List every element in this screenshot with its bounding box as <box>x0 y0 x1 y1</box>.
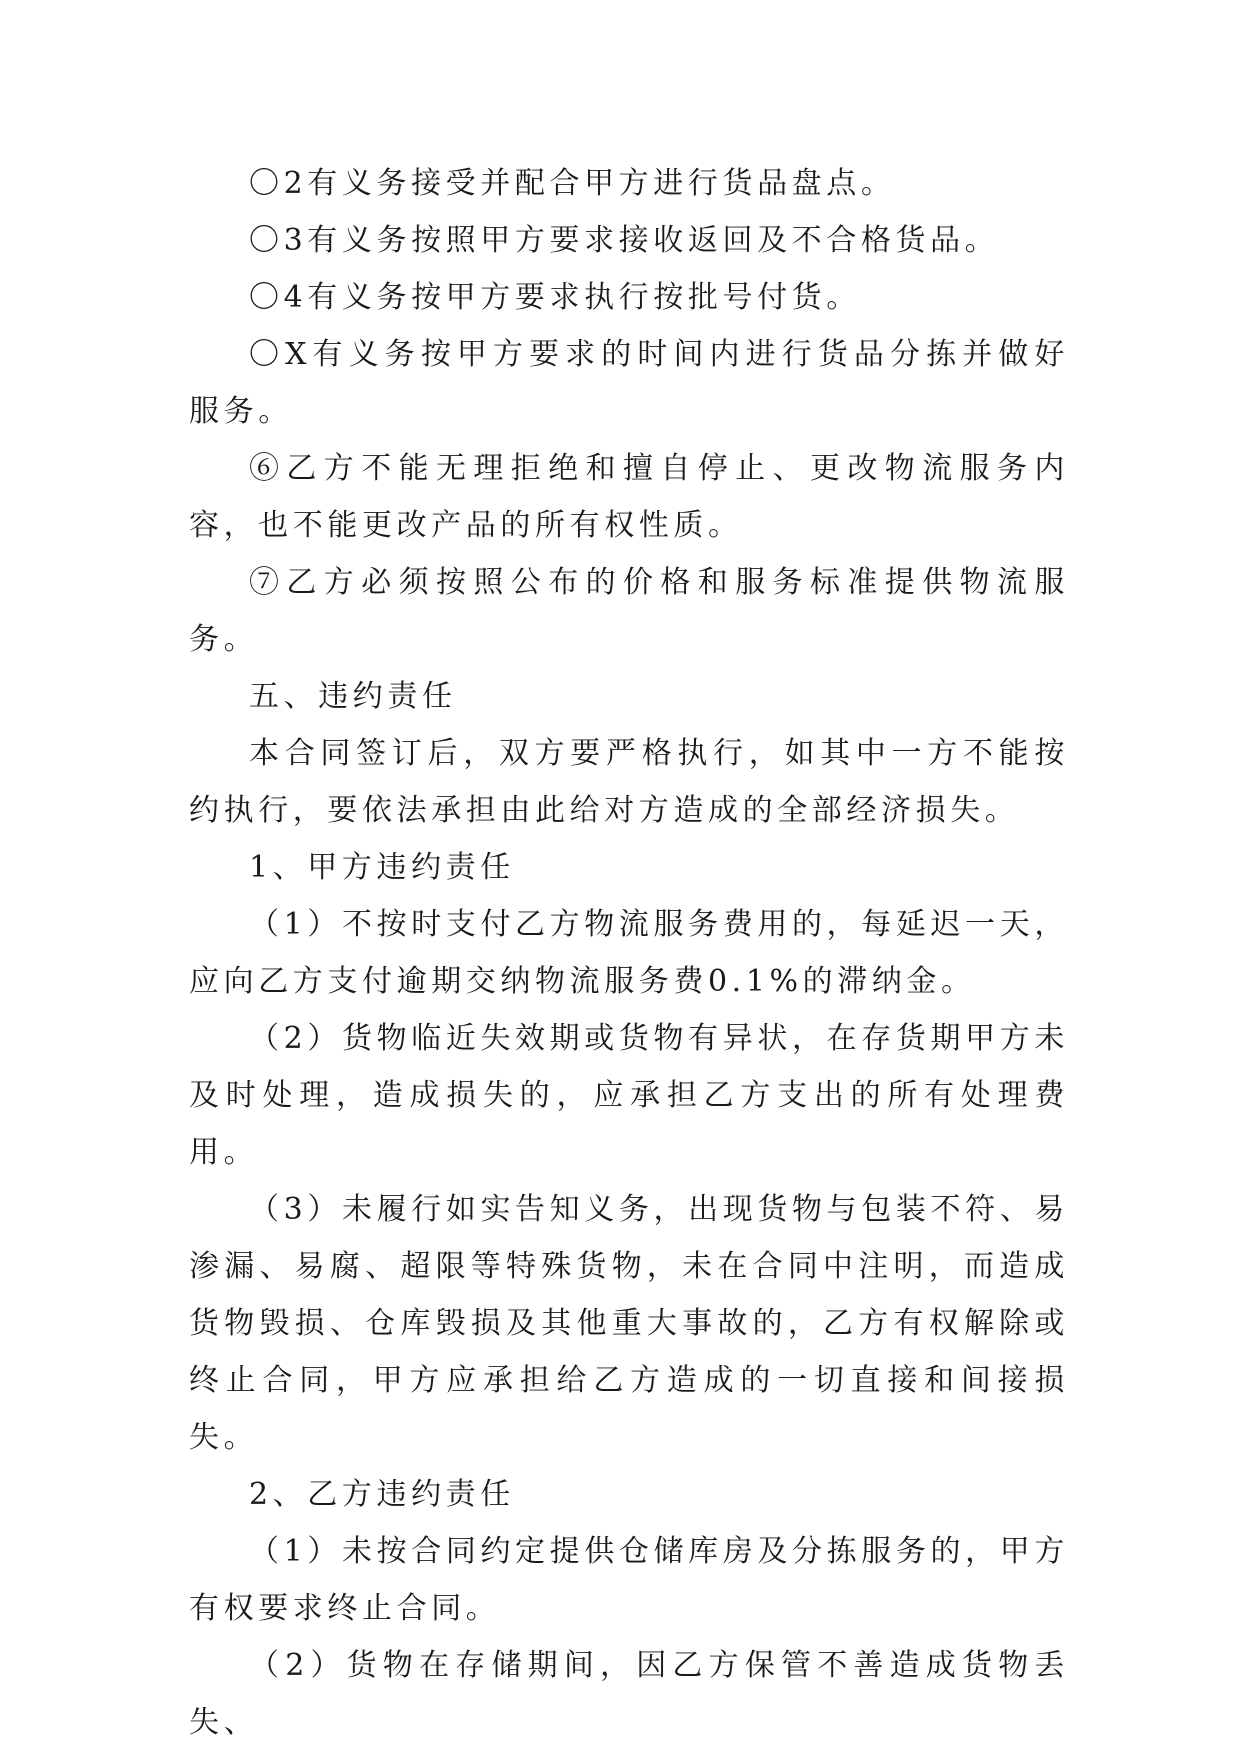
party-a-item-1: （1）不按时支付乙方物流服务费用的，每延迟一天，应向乙方支付逾期交纳物流服务费0.1%的滞纳金。 <box>189 907 1069 999</box>
liability-intro: 本合同签订后，双方要严格执行，如其中一方不能按约执行，要依法承担由此给对方造成的全部经济损失。 <box>189 736 1069 828</box>
clause-obligation-6: ⑥乙方不能无理拒绝和擅自停止、更改物流服务内容，也不能更改产品的所有权性质。 <box>189 451 1069 543</box>
subheading-party-b-liability: 2、乙方违约责任 <box>249 1477 515 1512</box>
clause-obligation-3: 〇3有义务按照甲方要求接收返回及不合格货品。 <box>249 223 1000 258</box>
party-a-item-2: （2）货物临近失效期或货物有异状，在存货期甲方未及时处理，造成损失的，应承担乙方支出的所有处理费用。 <box>189 1021 1069 1170</box>
clause-obligation-2: 〇2有义务接受并配合甲方进行货品盘点。 <box>249 166 896 201</box>
clause-obligation-7: ⑦乙方必须按照公布的价格和服务标准提供物流服务。 <box>189 565 1069 657</box>
section-heading-liability: 五、违约责任 <box>249 679 457 714</box>
party-b-item-2: （2）货物在存储期间，因乙方保管不善造成货物丢失、 <box>189 1648 1069 1740</box>
party-b-item-1: （1）未按合同约定提供仓储库房及分拣服务的，甲方有权要求终止合同。 <box>189 1534 1069 1626</box>
subheading-party-a-liability: 1、甲方违约责任 <box>249 850 515 885</box>
clause-obligation-x: 〇X有义务按甲方要求的时间内进行货品分拣并做好服务。 <box>189 337 1069 429</box>
document-body <box>189 155 1069 1751</box>
clause-obligation-4: 〇4有义务按甲方要求执行按批号付货。 <box>249 280 861 315</box>
party-a-item-3: （3）未履行如实告知义务，出现货物与包装不符、易渗漏、易腐、超限等特殊货物，未在合同中注明，而造成货物毁损、仓库毁损及其他重大事故的，乙方有权解除或终止合同，甲方应承担给乙方造成的一切直接和间接损失。 <box>189 1192 1069 1455</box>
